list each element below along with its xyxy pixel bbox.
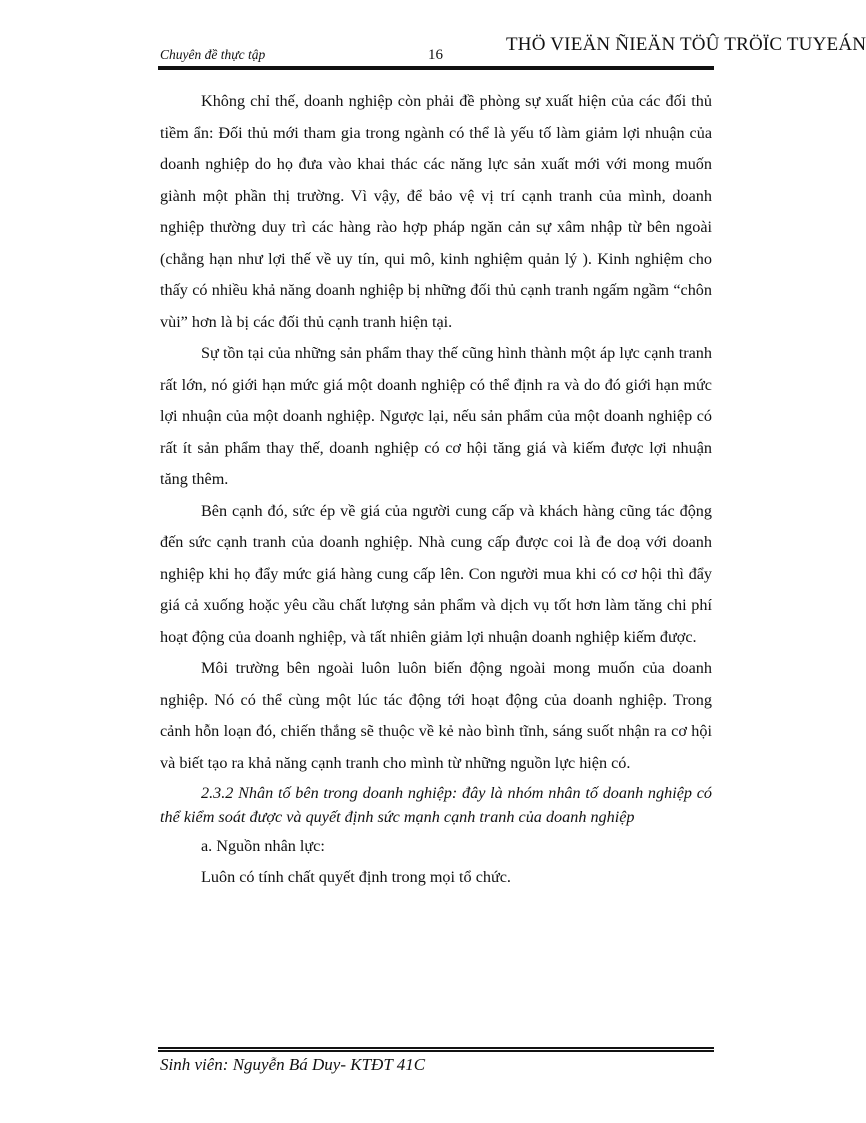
- paragraph: Bên cạnh đó, sức ép về giá của người cung cấp và khách hàng cũng tác động đến sức cạnh tranh của doanh nghiệp. Nhà cung cấp được coi là đe doạ với doanh nghiệp khi họ đẩy mức giá hàng cung cấp lên. Con người mua khi có cơ hội thì đẩy giá cả xuống hoặc yêu cầu chất lượng sản phẩm và dịch vụ tốt hơn làm tăng chi phí hoạt động của doanh nghiệp, và tất nhiên giảm lợi nhuận doanh nghiệp kiếm được.: [160, 501, 712, 646]
- paragraph: Luôn có tính chất quyết định trong mọi tổ chức.: [201, 868, 511, 886]
- paragraph: Môi trường bên ngoài luôn luôn biến động ngoài mong muốn của doanh nghiệp. Nó có thể cùng một lúc tác động tới hoạt động của doanh nghiệp. Trong cảnh hỗn loạn đó, chiến thắng sẽ thuộc về kẻ nào bình tĩnh, sáng suốt nhận ra cơ hội và biết tạo ra khả năng cạnh tranh cho mình từ những nguồn lực hiện có.: [160, 659, 712, 772]
- body-text: [160, 86, 712, 893]
- section-heading: 2.3.2 Nhân tố bên trong doanh nghiệp: đây là nhóm nhân tố doanh nghiệp có thể kiểm soát được và quyết định sức mạnh cạnh tranh của doanh nghiệp: [160, 784, 712, 826]
- subheading: a. Nguồn nhân lực:: [201, 837, 325, 855]
- header-library-banner: THÖ VIEÄN ÑIEÄN TÖÛ TRÖÏC TUYEÁN: [506, 34, 866, 55]
- page-number: 16: [428, 47, 443, 63]
- paragraph: Sự tồn tại của những sản phẩm thay thế cũng hình thành một áp lực cạnh tranh rất lớn, nó giới hạn mức giá một doanh nghiệp có thể định ra và do đó giới hạn mức lợi nhuận của một doanh nghiệp. Ngược lại, nếu sản phẩm của một doanh nghiệp có rất ít sản phẩm thay thế, doanh nghiệp có cơ hội tăng giá và kiếm được lợi nhuận tăng thêm.: [160, 344, 712, 488]
- footer-student: Sinh viên: Nguyễn Bá Duy- KTĐT 41C: [160, 1055, 426, 1074]
- footer-rule: [158, 1047, 714, 1052]
- paragraph: Không chỉ thế, doanh nghiệp còn phải đề phòng sự xuất hiện của các đối thủ tiềm ẩn: Đối thủ mới tham gia trong ngành có thể là yếu tố làm giảm lợi nhuận của doanh nghiệp do họ đưa vào khai thác các năng lực sản xuất mới với mong muốn giành một phần thị trường. Vì vậy, để bảo vệ vị trí cạnh tranh của mình, doanh nghiệp thường duy trì các hàng rào hợp pháp ngăn cản sự xâm nhập từ bên ngoài (chẳng hạn như lợi thế về uy tín, qui mô, kinh nghiệm quản lý ). Kinh nghiệm cho thấy có nhiều khả năng doanh nghiệp bị những đối thủ cạnh tranh ngấm ngầm “chôn vùi” hơn là bị các đối thủ cạnh tranh hiện tại.: [160, 92, 712, 331]
- header-rule: [158, 66, 714, 70]
- header-report-title: Chuyên đề thực tập: [160, 47, 266, 62]
